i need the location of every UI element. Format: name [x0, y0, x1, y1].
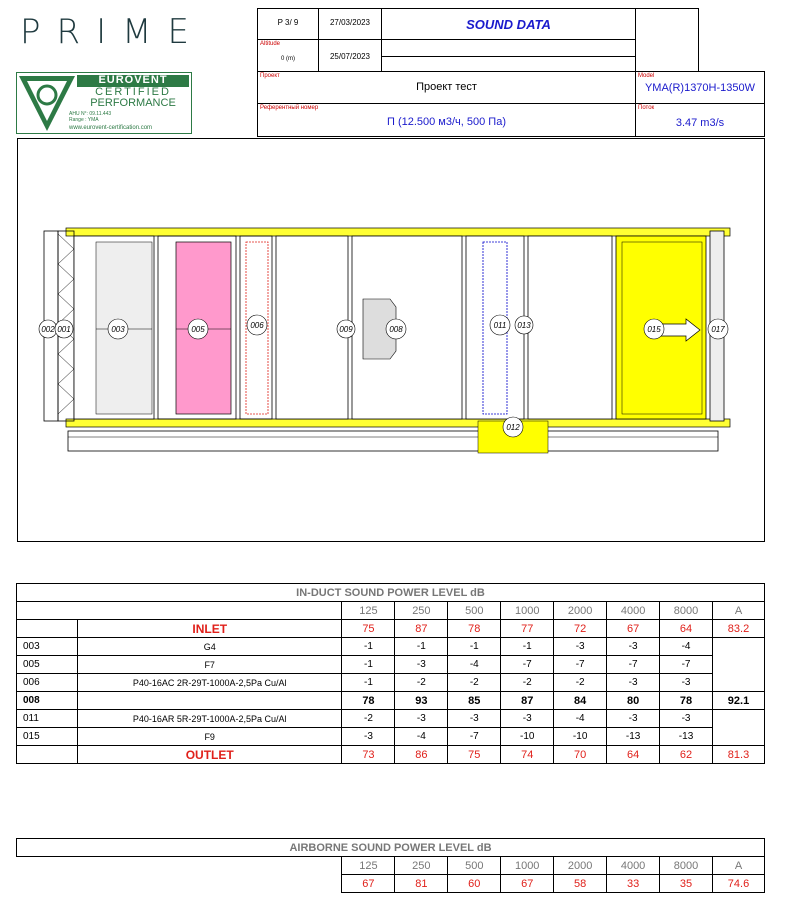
airborne-band-row	[17, 857, 765, 875]
row-value: -2	[501, 674, 554, 692]
reference-cell	[257, 103, 636, 137]
airborne-title: AIRBORNE SOUND POWER LEVEL dB	[17, 839, 765, 857]
row-value: 87	[501, 692, 554, 710]
row-value: -4	[554, 710, 607, 728]
diagram-label-002: 002	[41, 325, 55, 334]
row-value: -3	[448, 710, 501, 728]
eurovent-line3: PERFORMANCE	[90, 97, 176, 109]
row-value	[713, 638, 765, 656]
row-value: -3	[554, 638, 607, 656]
airborne-value: 58	[554, 875, 607, 893]
diagram-label-005: 005	[191, 325, 205, 334]
date2-cell	[318, 39, 382, 72]
altitude-cell	[257, 39, 319, 72]
row-code: 011	[17, 710, 78, 728]
row-value: -2	[554, 674, 607, 692]
row-value: -13	[660, 728, 713, 746]
flow-value: 3.47 m3/s	[675, 117, 725, 129]
airborne-band-2000: 2000	[554, 857, 607, 875]
row-value: -3	[395, 710, 448, 728]
row-value: -7	[554, 656, 607, 674]
row-value: -13	[607, 728, 660, 746]
row-value: -1	[501, 638, 554, 656]
airborne-value: 33	[607, 875, 660, 893]
diagram-label-006: 006	[250, 321, 264, 330]
row-value: -7	[607, 656, 660, 674]
band-125: 125	[342, 602, 395, 620]
flow-cell	[635, 103, 765, 137]
row-value: 81.3	[713, 746, 765, 764]
row-code: 003	[17, 638, 78, 656]
row-value: 64	[660, 620, 713, 638]
row-value: 75	[342, 620, 395, 638]
diagram-label-003: 003	[111, 325, 125, 334]
row-value	[713, 728, 765, 746]
row-value: -3	[395, 656, 448, 674]
in-duct-row	[17, 656, 765, 674]
airborne-value: 35	[660, 875, 713, 893]
row-code: 008	[17, 692, 78, 710]
airborne-value: 60	[448, 875, 501, 893]
row-value: -7	[501, 656, 554, 674]
row-value: -3	[660, 674, 713, 692]
row-value: -2	[395, 674, 448, 692]
row-value: -3	[660, 710, 713, 728]
altitude-label: Altitude	[260, 41, 281, 47]
eurovent-range: Range : YMA	[69, 117, 99, 123]
airborne-value: 67	[342, 875, 395, 893]
reference-label: Референтный номер	[260, 105, 319, 111]
band-500: 500	[448, 602, 501, 620]
airborne-value: 67	[501, 875, 554, 893]
date2: 25/07/2023	[329, 52, 371, 61]
row-value: -1	[395, 638, 448, 656]
airborne-value: 74.6	[712, 875, 764, 893]
row-value: 78	[660, 692, 713, 710]
diagram-label-015: 015	[647, 325, 661, 334]
airborne-band-a: A	[712, 857, 764, 875]
airborne-band-125: 125	[342, 857, 395, 875]
in-duct-row	[17, 638, 765, 656]
row-value: -7	[448, 728, 501, 746]
airborne-band-250: 250	[395, 857, 448, 875]
in-duct-row	[17, 728, 765, 746]
eurovent-line2: CERTIFIED	[95, 86, 171, 98]
row-label: P40-16AR 5R-29T-1000A-2,5Pa Cu/Al	[77, 710, 342, 728]
row-value: -3	[607, 710, 660, 728]
airborne-band-500: 500	[448, 857, 501, 875]
row-value: 74	[501, 746, 554, 764]
page-number-cell	[257, 8, 319, 40]
date1-cell	[318, 8, 382, 40]
row-value: 85	[448, 692, 501, 710]
row-value	[713, 656, 765, 674]
row-value: 72	[554, 620, 607, 638]
row-value: -7	[660, 656, 713, 674]
flow-label: Поток	[638, 105, 655, 111]
diagram-label-013: 013	[517, 321, 531, 330]
row-value: -1	[448, 638, 501, 656]
in-duct-row	[17, 746, 765, 764]
row-code	[17, 620, 78, 638]
airborne-title-row	[17, 839, 765, 857]
page-number: P 3/ 9	[277, 18, 299, 27]
row-value: 64	[607, 746, 660, 764]
altitude-value: 0 (m)	[281, 56, 295, 62]
in-duct-table	[16, 583, 765, 764]
eurovent-ahu: AHU N°: 09.11.443	[69, 111, 112, 117]
title-cell	[381, 8, 636, 40]
reference-value: П (12.500 м3/ч, 500 Па)	[386, 116, 506, 128]
eurovent-line1: EUROVENT	[98, 74, 168, 86]
airborne-values-row	[17, 875, 765, 893]
row-value: 73	[342, 746, 395, 764]
row-value: 86	[395, 746, 448, 764]
row-value: 80	[607, 692, 660, 710]
in-duct-row	[17, 674, 765, 692]
row-value: -2	[448, 674, 501, 692]
band-a: A	[713, 602, 765, 620]
row-code	[17, 746, 78, 764]
title-sub-cell	[381, 39, 636, 57]
band-1000: 1000	[501, 602, 554, 620]
in-duct-row	[17, 692, 765, 710]
airborne-table	[16, 838, 765, 893]
in-duct-row	[17, 710, 765, 728]
diagram-label-012: 012	[506, 423, 520, 432]
project-value: Проект тест	[416, 81, 477, 93]
row-value: 62	[660, 746, 713, 764]
row-label: F7	[77, 656, 342, 674]
row-value: -4	[660, 638, 713, 656]
row-value: -3	[607, 638, 660, 656]
row-code: 015	[17, 728, 78, 746]
band-8000: 8000	[660, 602, 713, 620]
row-value: 70	[554, 746, 607, 764]
diagram-label-009: 009	[339, 325, 353, 334]
document-title: SOUND DATA	[466, 17, 551, 32]
row-value: 75	[448, 746, 501, 764]
prime-logo: PRIME	[20, 12, 205, 52]
row-value: -10	[554, 728, 607, 746]
band-4000: 4000	[607, 602, 660, 620]
diagram-label-011: 011	[493, 321, 507, 330]
row-value: 84	[554, 692, 607, 710]
row-value: 93	[395, 692, 448, 710]
row-value: 77	[501, 620, 554, 638]
row-value: -4	[395, 728, 448, 746]
row-value: -10	[501, 728, 554, 746]
title-sub-cell-2	[381, 56, 636, 72]
ahu-diagram	[18, 139, 766, 543]
row-value: 78	[342, 692, 395, 710]
row-value: 78	[448, 620, 501, 638]
diagram-label-001: 001	[57, 325, 71, 334]
row-code: 006	[17, 674, 78, 692]
eurovent-logo	[16, 72, 192, 134]
row-value: -3	[342, 728, 395, 746]
date1: 27/03/2023	[329, 18, 371, 27]
row-value: 87	[395, 620, 448, 638]
airborne-band-4000: 4000	[607, 857, 660, 875]
airborne-band-8000: 8000	[660, 857, 713, 875]
in-duct-title-row	[17, 584, 765, 602]
airborne-value: 81	[395, 875, 448, 893]
diagram-label-017: 017	[711, 325, 725, 334]
in-duct-band-row	[17, 602, 765, 620]
row-value: -2	[342, 710, 395, 728]
row-value: 92.1	[713, 692, 765, 710]
row-label: INLET	[77, 620, 342, 638]
row-code: 005	[17, 656, 78, 674]
model-value: YMA(R)1370H-1350W	[644, 82, 756, 94]
row-label: OUTLET	[77, 746, 342, 764]
row-value: -4	[448, 656, 501, 674]
diagram-label-008: 008	[389, 325, 403, 334]
row-value	[713, 674, 765, 692]
row-value: 83.2	[713, 620, 765, 638]
row-label: G4	[77, 638, 342, 656]
row-value	[713, 710, 765, 728]
row-value: -1	[342, 674, 395, 692]
blank-cell-1	[635, 8, 699, 72]
eurovent-url: www.eurovent-certification.com	[69, 125, 153, 131]
band-2000: 2000	[554, 602, 607, 620]
model-cell	[635, 71, 765, 104]
row-label	[77, 692, 342, 710]
in-duct-row	[17, 620, 765, 638]
row-label: P40-16AC 2R-29T-1000A-2,5Pa Cu/Al	[77, 674, 342, 692]
row-value: -3	[607, 674, 660, 692]
band-250: 250	[395, 602, 448, 620]
ahu-diagram-frame	[17, 138, 765, 542]
project-cell	[257, 71, 636, 104]
row-value: -3	[501, 710, 554, 728]
in-duct-title: IN-DUCT SOUND POWER LEVEL dB	[17, 584, 765, 602]
row-value: 67	[607, 620, 660, 638]
row-label: F9	[77, 728, 342, 746]
project-label: Проект	[260, 73, 280, 79]
row-value: -1	[342, 638, 395, 656]
model-label: Model	[638, 73, 655, 79]
airborne-band-1000: 1000	[501, 857, 554, 875]
row-value: -1	[342, 656, 395, 674]
